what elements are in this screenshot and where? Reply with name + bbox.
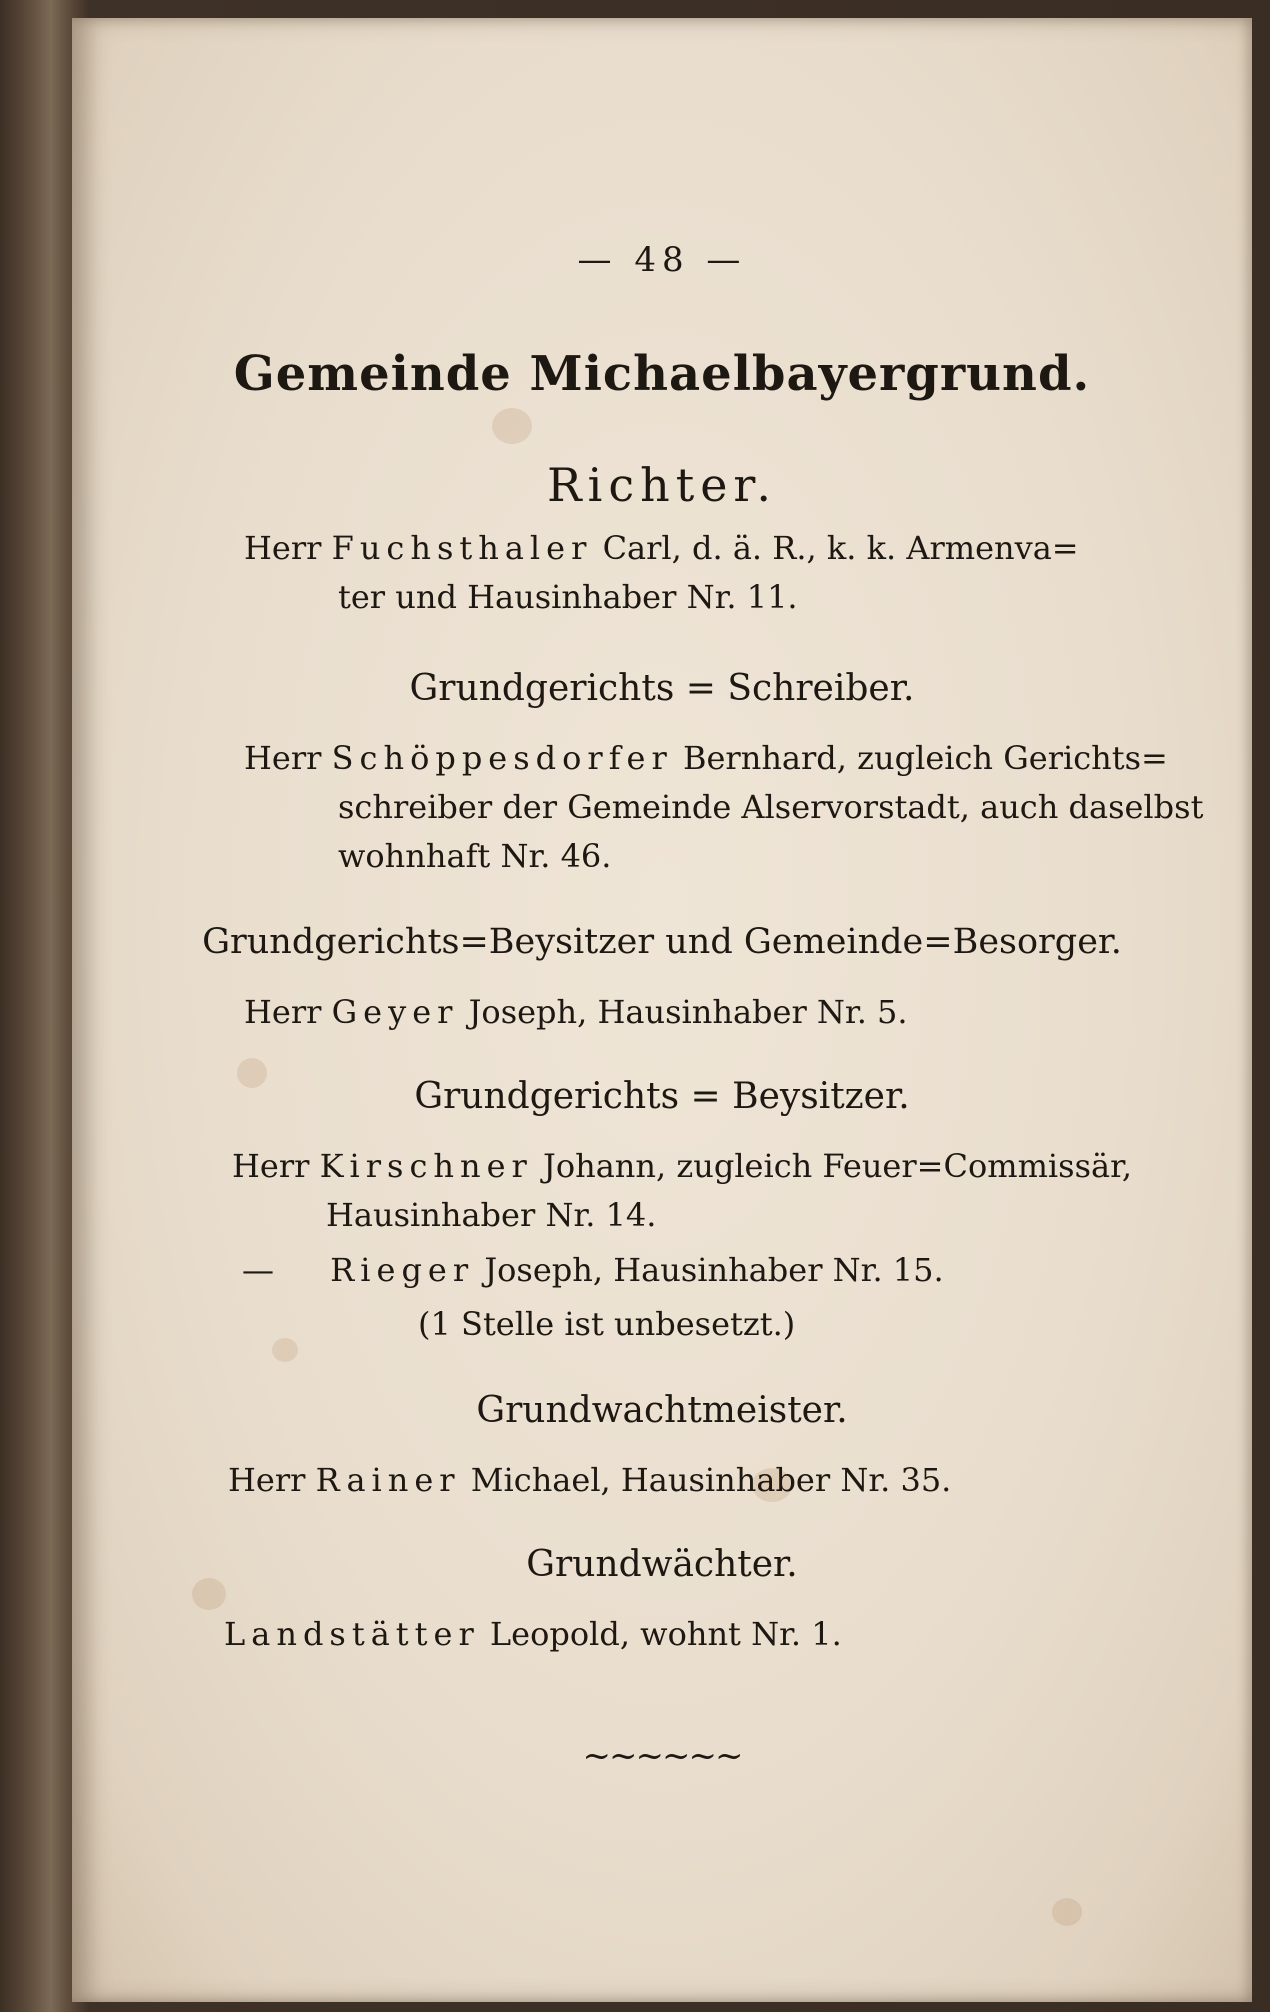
page-number: — 48 — [577, 240, 747, 280]
entry-text: Bernhard, zugleich Gerichts= [682, 739, 1168, 777]
vacancy-note: (1 Stelle ist unbesetzt.) [418, 1305, 796, 1343]
entry-line: Hausinhaber Nr. 14. [326, 1196, 657, 1234]
section-heading-richter: Richter. [546, 458, 777, 512]
section-heading-waechter: Grundwächter. [526, 1544, 798, 1585]
entry-text: Joseph, Hausinhaber Nr. 15. [484, 1251, 944, 1289]
entry-line [242, 1246, 1202, 1295]
section-heading-wachtmeister: Grundwachtmeister. [476, 1390, 848, 1431]
entry-prefix: — [242, 1251, 274, 1289]
entry-schoeppesdorfer [244, 734, 1204, 881]
entry-name: Kirschner [319, 1147, 533, 1185]
entry-landstaetter [224, 1610, 1204, 1659]
entry-name: Rainer [315, 1461, 461, 1499]
entry-rainer [228, 1456, 1208, 1505]
entry-prefix: Herr [244, 739, 322, 777]
entry-rieger [242, 1246, 1202, 1295]
entry-line [224, 1610, 1204, 1659]
entry-kirschner [232, 1142, 1212, 1240]
entry-text: Johann, zugleich Feuer=Commissär, [543, 1147, 1133, 1185]
tailpiece-ornament: ~~~~~~ [582, 1736, 742, 1776]
entry-line: ter und Hausinhaber Nr. 11. [338, 578, 798, 616]
entry-line: schreiber der Gemeinde Alservorstadt, auch daselbst [338, 788, 1204, 826]
section-heading-beysitzer-besorger: Grundgerichts=Beysitzer und Gemeinde=Besorger. [202, 922, 1122, 962]
entry-prefix: Herr [244, 529, 322, 567]
foxing-spot [492, 408, 532, 444]
entry-text: Michael, Hausinhaber Nr. 35. [470, 1461, 952, 1499]
foxing-spot [1052, 1898, 1082, 1926]
entry-name: Rieger [330, 1251, 475, 1289]
entry-fuchsthaler [244, 524, 1204, 622]
entry-text: Leopold, wohnt Nr. 1. [489, 1615, 842, 1653]
entry-line [244, 988, 1204, 1037]
page-title: Gemeinde Michaelbayergrund. [233, 346, 1091, 402]
entry-name: Schöppesdorfer [331, 739, 673, 777]
entry-geyer [244, 988, 1204, 1037]
foxing-spot [272, 1338, 298, 1362]
entry-text: Joseph, Hausinhaber Nr. 5. [468, 993, 908, 1031]
entry-line [228, 1456, 1208, 1505]
entry-prefix: Herr [228, 1461, 306, 1499]
page [72, 18, 1252, 2002]
entry-prefix: Herr [244, 993, 322, 1031]
entry-name: Geyer [331, 993, 459, 1031]
section-heading-beysitzer: Grundgerichts = Beysitzer. [414, 1076, 910, 1117]
entry-line [244, 524, 1204, 573]
entry-name: Landstätter [224, 1615, 480, 1653]
entry-name: Fuchsthaler [331, 529, 593, 567]
section-heading-schreiber: Grundgerichts = Schreiber. [409, 668, 915, 709]
entry-line [244, 734, 1204, 783]
entry-prefix: Herr [232, 1147, 310, 1185]
entry-text: Carl, d. ä. R., k. k. Armenva= [602, 529, 1079, 567]
entry-line [232, 1142, 1212, 1191]
entry-line: wohnhaft Nr. 46. [338, 837, 612, 875]
